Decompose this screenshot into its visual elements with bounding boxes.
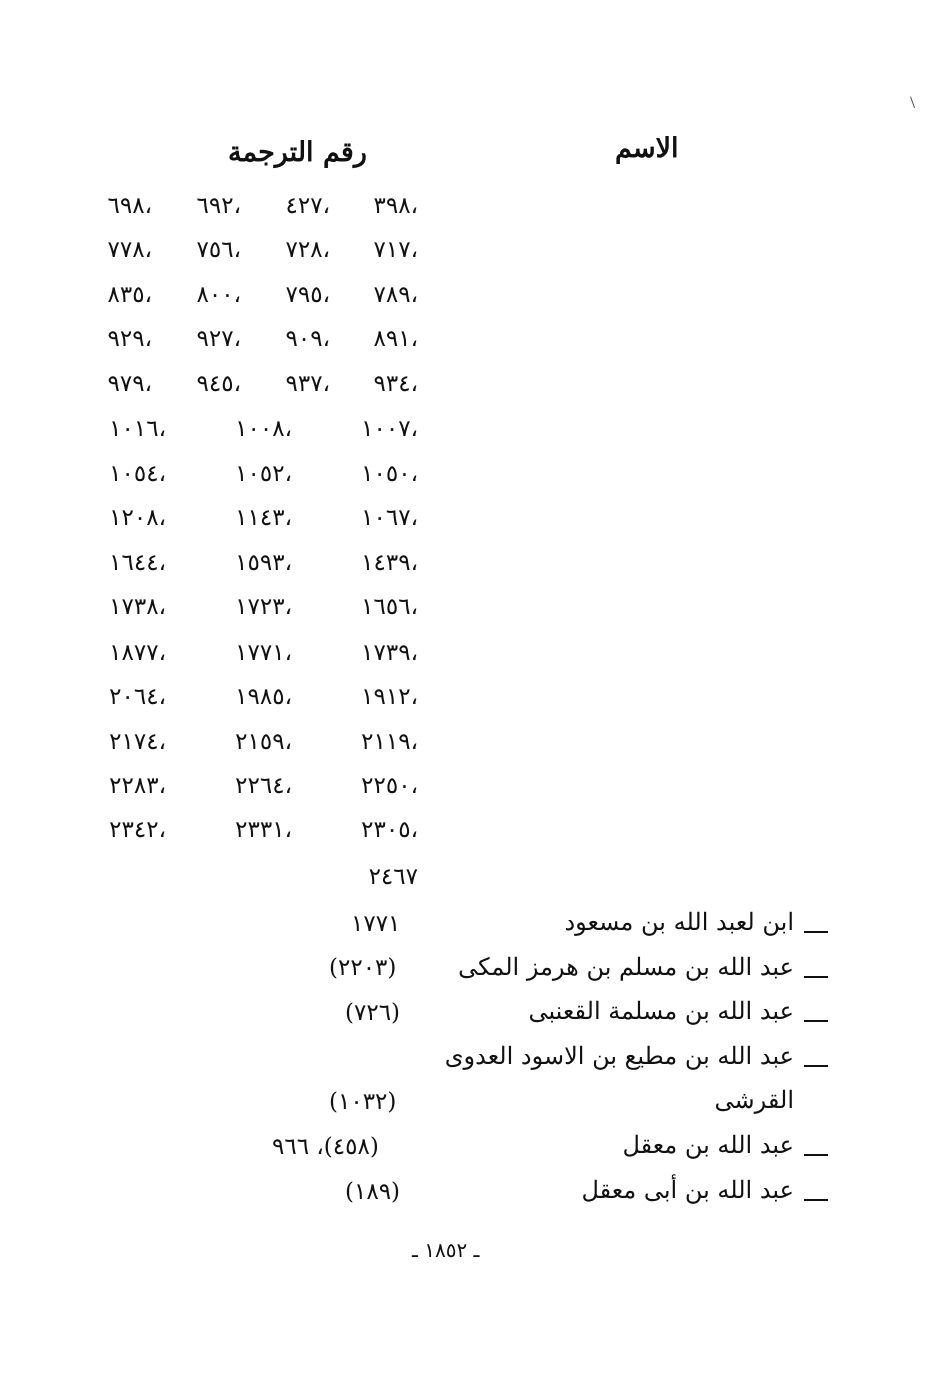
entry-number: (١٠٣٢) (329, 1089, 397, 1115)
number-row (0, 461, 934, 491)
entry-number: (١٨٩) (345, 1179, 401, 1205)
number-row (0, 594, 934, 624)
number-row (0, 773, 934, 803)
translation-number: ١١٤٣، (235, 505, 292, 531)
number-row (0, 684, 934, 714)
entry-name-text: ابن لعبد الله بن مسعود (564, 908, 794, 936)
translation-number: ٨٠٠، (196, 282, 241, 308)
translation-number: ٢٣٤٢، (109, 817, 166, 843)
translation-number: ٧٧٨، (107, 237, 152, 263)
entry-dash (804, 931, 828, 933)
number-row (0, 550, 934, 580)
translation-number: ١٦٤٤، (109, 550, 166, 576)
translation-number: ١٠٠٧، (361, 416, 418, 442)
translation-number: ٧١٧، (373, 237, 418, 263)
translation-number: ٢٢٥٠، (361, 773, 418, 799)
entry-dash (804, 1020, 828, 1022)
page-number: ـ ١٨٥٢ ـ (412, 1238, 480, 1262)
translation-number: ٧٨٩، (373, 282, 418, 308)
entry-name-text: عبد الله بن مسلم بن هرمز المكى (458, 953, 794, 981)
translation-number: ١٧٣٩، (361, 640, 418, 666)
number-row (0, 729, 934, 759)
number-row (0, 326, 934, 356)
entry-name (564, 908, 828, 936)
translation-number: ١٧٣٨، (109, 594, 166, 620)
translation-number: ١٩٨٥، (235, 684, 292, 710)
entry-name-text: عبد الله بن معقل (622, 1131, 794, 1159)
translation-number: ٧٩٥، (285, 282, 330, 308)
translation-number: ٩٣٧، (285, 371, 330, 397)
translation-number: ٤٢٧، (285, 193, 330, 219)
translation-number: ٩٢٧، (196, 326, 241, 352)
translation-number: ٢١٥٩، (235, 729, 292, 755)
entry-number: ١٧٧١ (351, 911, 401, 937)
entry-name (622, 1131, 828, 1159)
entry-name (528, 997, 828, 1025)
translation-number: ١٧٢٣، (235, 594, 292, 620)
number-row (0, 371, 934, 401)
number-row (0, 505, 934, 535)
translation-number: ١٠٦٧، (361, 505, 418, 531)
translation-number: ٢٠٦٤، (109, 684, 166, 710)
entry-name-continuation: القرشى (714, 1086, 794, 1114)
translation-number: ٩٠٩، (285, 326, 330, 352)
translation-number: ١٢٠٨، (109, 505, 166, 531)
entry-name (581, 1176, 828, 1204)
entry-dash (804, 976, 828, 978)
number-row (0, 237, 934, 267)
scan-mark (910, 96, 917, 108)
translation-number: ٢٢٦٤، (235, 773, 292, 799)
translation-number: ٢١١٩، (361, 729, 418, 755)
number-row (0, 864, 934, 894)
entry-name (445, 1042, 828, 1070)
number-row (0, 282, 934, 312)
entry-number: (٧٢٦) (345, 1000, 401, 1026)
entry-dash (804, 1199, 828, 1201)
translation-number: ١٠٠٨، (235, 416, 292, 442)
entry-dash (804, 1065, 828, 1067)
entry-name-text: عبد الله بن مطيع بن الاسود العدوى (444, 1042, 794, 1070)
entry-dash (804, 1154, 828, 1156)
number-row (0, 193, 934, 223)
entry-name-text: عبد الله بن مسلمة القعنبى (528, 997, 794, 1025)
translation-number: ٧٥٦، (196, 237, 241, 263)
translation-number: ٨٩١، (373, 326, 418, 352)
entry-name-text: عبد الله بن أبى معقل (581, 1176, 794, 1204)
column-header-translation-number: رقم الترجمة (228, 137, 367, 168)
translation-number: ٩٢٩، (107, 326, 152, 352)
translation-number: ٢٣٠٥، (361, 817, 418, 843)
translation-number: ١٠٥٢، (235, 461, 292, 487)
number-row (0, 817, 934, 847)
translation-number: ٢١٧٤، (109, 729, 166, 755)
translation-number: ٨٣٥، (107, 282, 152, 308)
translation-number: ١٥٩٣، (235, 550, 292, 576)
number-row (0, 416, 934, 446)
translation-number: ٣٩٨، (373, 193, 418, 219)
column-header-name: الاسم (615, 133, 679, 164)
translation-number: ٩٧٩، (107, 371, 152, 397)
translation-number: ٢٣٣١، (235, 817, 292, 843)
translation-number: ١٤٣٩، (361, 550, 418, 576)
translation-number: ١٠٥٤، (109, 461, 166, 487)
entry-number: (٤٥٨)، ٩٦٦ (272, 1134, 379, 1160)
entry-name (458, 953, 828, 981)
translation-number: ١٨٧٧، (109, 640, 166, 666)
number-row (0, 640, 934, 670)
translation-number: ٧٢٨، (285, 237, 330, 263)
translation-number: ٩٣٤، (373, 371, 418, 397)
translation-number: ٦٩٢، (196, 193, 241, 219)
translation-number: ١٧٧١، (235, 640, 292, 666)
translation-number: ١٦٥٦، (361, 594, 418, 620)
translation-number: ١٠٥٠، (361, 461, 418, 487)
translation-number: ٢٢٨٣، (109, 773, 166, 799)
translation-number: ٩٤٥، (196, 371, 241, 397)
entry-number: (٢٢٠٣) (329, 955, 397, 981)
translation-number: ١٠١٦، (109, 416, 166, 442)
translation-number: ٦٩٨، (107, 193, 152, 219)
translation-number: ١٩١٢، (361, 684, 418, 710)
translation-number: ٢٤٦٧ (368, 864, 418, 890)
